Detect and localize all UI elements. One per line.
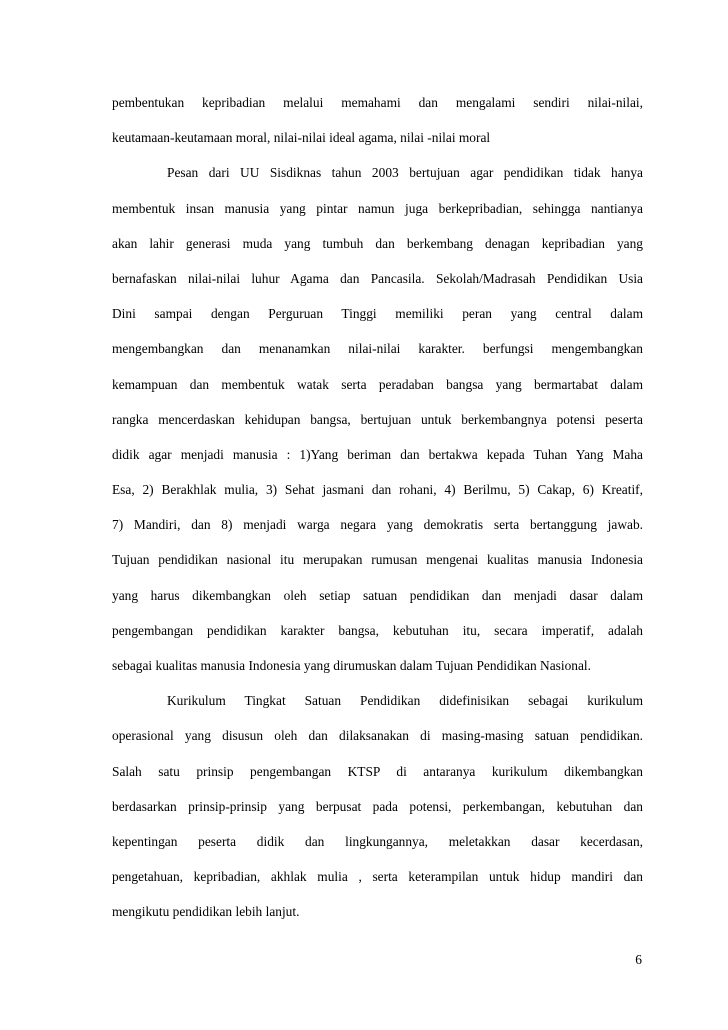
text-line: rangka mencerdaskan kehidupan bangsa, bertujuan untuk berkembangnya potensi peserta <box>112 411 643 427</box>
text-line: sebagai kualitas manusia Indonesia yang dirumuskan dalam Tujuan Pendidikan Nasional. <box>112 658 592 673</box>
text-line: didik agar menjadi manusia : 1)Yang beriman dan bertakwa kepada Tuhan Yang Maha <box>112 446 643 462</box>
text-line: Pesan dari UU Sisdiknas tahun 2003 bertujuan agar pendidikan tidak hanya <box>167 165 643 181</box>
text-line: Esa, 2) Berakhlak mulia, 3) Sehat jasmani dan rohani, 4) Berilmu, 5) Cakap, 6) Kreatif, <box>112 482 643 498</box>
text-line: membentuk insan manusia yang pintar namun juga berkepribadian, sehingga nantianya <box>112 200 643 216</box>
text-line: pengetahuan, kepribadian, akhlak mulia , serta keterampilan untuk hidup mandiri dan <box>112 869 643 885</box>
text-line: pengembangan pendidikan karakter bangsa, kebutuhan itu, secara imperatif, adalah <box>112 622 643 638</box>
text-line: yang harus dikembangkan oleh setiap satuan pendidikan dan menjadi dasar dalam <box>112 587 643 603</box>
text-line: mengembangkan dan menanamkan nilai-nilai karakter. berfungsi mengembangkan <box>112 341 643 357</box>
text-line: Dini sampai dengan Perguruan Tinggi memiliki peran yang central dalam <box>112 306 643 322</box>
text-line: operasional yang disusun oleh dan dilaksanakan di masing-masing satuan pendidikan. <box>112 728 643 744</box>
text-line: 7) Mandiri, dan 8) menjadi warga negara yang demokratis serta bertanggung jawab. <box>112 517 643 533</box>
page-number: 6 <box>635 952 642 967</box>
text-line: bernafaskan nilai-nilai luhur Agama dan Pancasila. Sekolah/Madrasah Pendidikan Usia <box>112 270 643 286</box>
text-line: akan lahir generasi muda yang tumbuh dan berkembang denagan kepribadian yang <box>112 235 643 251</box>
body-text <box>112 85 643 930</box>
text-line: pembentukan kepribadian melalui memahami dan mengalami sendiri nilai-nilai, <box>112 95 643 110</box>
text-line: keutamaan-keutamaan moral, nilai-nilai ideal agama, nilai -nilai moral <box>112 130 491 146</box>
text-line: Tujuan pendidikan nasional itu merupakan rumusan mengenai kualitas manusia Indonesia <box>112 552 643 568</box>
text-line: kemampuan dan membentuk watak serta peradaban bangsa yang bermartabat dalam <box>112 376 643 392</box>
text-line: berdasarkan prinsip-prinsip yang berpusat pada potensi, perkembangan, kebutuhan dan <box>112 798 643 814</box>
text-line: kepentingan peserta didik dan lingkungannya, meletakkan dasar kecerdasan, <box>112 833 643 849</box>
text-line: mengikutu pendidikan lebih lanjut. <box>112 904 300 920</box>
text-line: Salah satu prinsip pengembangan KTSP di antaranya kurikulum dikembangkan <box>112 763 643 779</box>
text-line: Kurikulum Tingkat Satuan Pendidikan didefinisikan sebagai kurikulum <box>167 693 643 709</box>
